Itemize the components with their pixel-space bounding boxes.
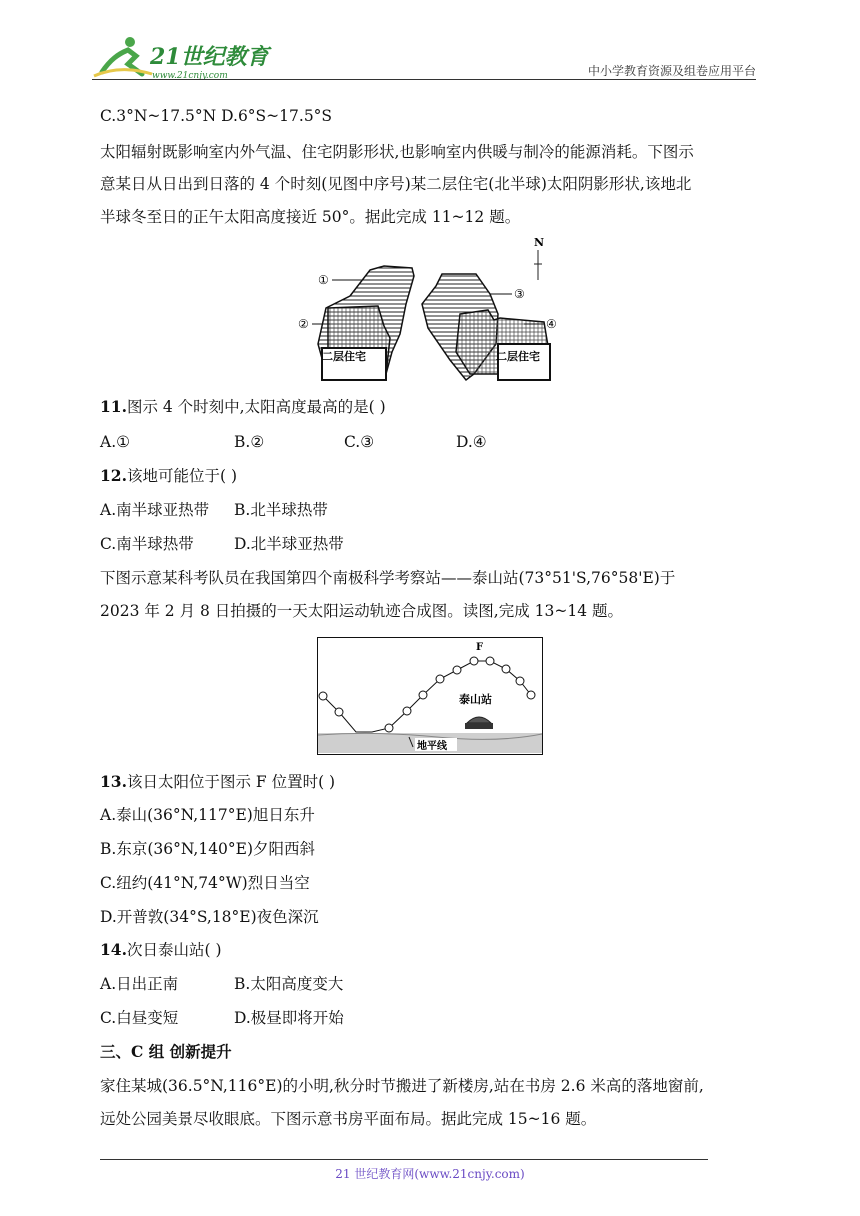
marker-1: ① (318, 273, 329, 287)
marker-4: ④ (546, 317, 557, 331)
sun-point (385, 724, 393, 732)
q14-option-b[interactable]: B.太阳高度变大 (234, 975, 344, 993)
f-label: F (476, 642, 484, 653)
q14-options-row1 (100, 974, 343, 994)
sun-point (470, 657, 478, 665)
north-label: N (534, 236, 545, 249)
header-divider (92, 79, 756, 80)
q12-option-a[interactable]: A.南半球亚热带 (100, 501, 210, 519)
logo-url: www.21cnjy.com (152, 71, 228, 81)
sun-point (527, 691, 535, 699)
q14-option-c[interactable]: C.白昼变短 (100, 1009, 179, 1027)
q11-option-d[interactable]: D.④ (456, 433, 487, 451)
station-label: 泰山站 (459, 693, 492, 706)
sun-point (502, 665, 510, 673)
sun-point (516, 677, 524, 685)
q11-options (100, 432, 487, 452)
q14-number: 14. (100, 940, 127, 959)
q11-text: 图示 4 个时刻中,太阳高度最高的是( ) (126, 398, 386, 416)
shadow-figure (300, 234, 560, 386)
header-platform-text: 中小学教育资源及组卷应用平台 (587, 64, 756, 78)
q14-text: 次日泰山站( ) (126, 941, 222, 959)
intro-11-12-line2: 意某日从日出到日落的 4 个时刻(见图中序号)某二层住宅(北半球)太阳阴影形状,该地北 (100, 175, 692, 193)
site-logo (92, 34, 269, 82)
q13-option-c[interactable]: C.纽约(41°N,74°W)烈日当空 (100, 874, 310, 892)
q12-stem (100, 466, 237, 486)
q11-option-c[interactable]: C.③ (344, 433, 375, 451)
q13-stem (100, 772, 335, 792)
q14-option-d[interactable]: D.极昼即将开始 (234, 1009, 344, 1027)
q13-option-d[interactable]: D.开普敦(34°S,18°E)夜色深沉 (100, 908, 319, 926)
q11-option-a[interactable]: A.① (100, 433, 131, 451)
sun-path-figure (317, 637, 543, 755)
sun-point (436, 675, 444, 683)
sun-point (335, 708, 343, 716)
q14-stem (100, 940, 222, 960)
intro-15-16-line2: 远处公园美景尽收眼底。下图示意书房平面布局。据此完成 15~16 题。 (100, 1110, 597, 1128)
intro-13-14-line1: 下图示意某科考队员在我国第四个南极科学考察站——泰山站(73°51'S,76°58'E)于 (100, 569, 676, 587)
intro-11-12-line1: 太阳辐射既影响室内外气温、住宅阴影形状,也影响室内供暖与制冷的能源消耗。下图示 (100, 143, 694, 161)
q14-options-row2 (100, 1008, 344, 1028)
sun-point (419, 691, 427, 699)
q13-text: 该日太阳位于图示 F 位置时( ) (126, 773, 336, 791)
horizon-label: 地平线 (417, 741, 447, 752)
q13-number: 13. (100, 772, 127, 791)
q11-stem (100, 397, 386, 417)
q11-option-b[interactable]: B.② (234, 433, 265, 451)
sun-point (486, 657, 494, 665)
footer-text[interactable]: 21 世纪教育网(www.21cnjy.com) (335, 1167, 525, 1181)
q12-option-d[interactable]: D.北半球亚热带 (234, 535, 344, 553)
q12-options-row2 (100, 534, 344, 554)
intro-11-12-line3: 半球冬至日的正午太阳高度接近 50°。据此完成 11~12 题。 (100, 208, 521, 226)
q12-text: 该地可能位于( ) (126, 467, 237, 485)
sun-point (403, 707, 411, 715)
marker-3: ③ (514, 287, 525, 301)
q11-number: 11. (100, 397, 127, 416)
sun-point (453, 666, 461, 674)
house-right-label: 二层住宅 (496, 350, 540, 363)
q12-option-c[interactable]: C.南半球热带 (100, 535, 194, 553)
q13-option-b[interactable]: B.东京(36°N,140°E)夕阳西斜 (100, 840, 316, 858)
option-line-prev: C.3°N~17.5°N D.6°S~17.5°S (100, 107, 333, 125)
marker-2: ② (298, 317, 309, 331)
footer-divider (100, 1159, 708, 1160)
section-c-heading: 三、C 组 创新提升 (100, 1042, 232, 1061)
intro-13-14-line2: 2023 年 2 月 8 日拍摄的一天太阳运动轨迹合成图。读图,完成 13~14 题。 (100, 602, 624, 620)
logo-text: 21世纪教育 (150, 44, 269, 70)
q12-option-b[interactable]: B.北半球热带 (234, 501, 328, 519)
q14-option-a[interactable]: A.日出正南 (100, 975, 179, 993)
q13-option-a[interactable]: A.泰山(36°N,117°E)旭日东升 (100, 806, 315, 824)
sun-point (319, 692, 327, 700)
q12-options-row1 (100, 500, 328, 520)
q12-number: 12. (100, 466, 127, 485)
intro-15-16-line1: 家住某城(36.5°N,116°E)的小明,秋分时节搬进了新楼房,站在书房 2.6 米高的落地窗前, (100, 1077, 704, 1095)
house-left-label: 二层住宅 (322, 350, 366, 363)
